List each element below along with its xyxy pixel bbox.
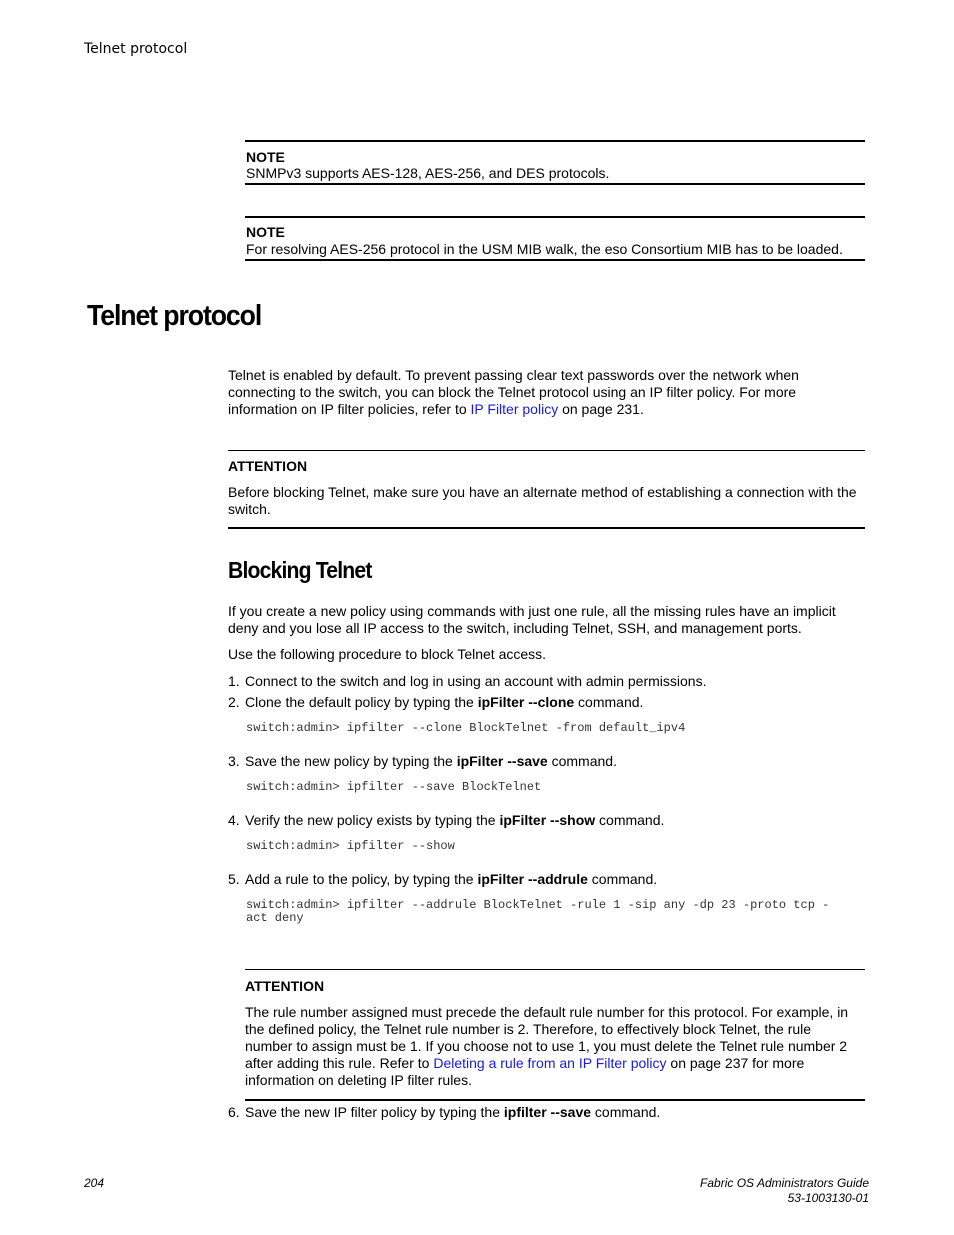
intro-line: Telnet is enabled by default. To prevent passing clear text passwords over the network when [228, 367, 799, 383]
step-text: Clone the default policy by typing the [245, 694, 478, 710]
footer-book-info [700, 1176, 869, 1206]
step-text: Save the new policy by typing the [245, 753, 457, 769]
command-name: ipfilter --save [503, 1104, 592, 1120]
attention-line: the defined policy, the Telnet rule number is 2. Therefore, to effectively block Telnet, the rule [245, 1021, 812, 1037]
book-title: Fabric OS Administrators Guide [700, 1176, 869, 1190]
intro-text: on page 231. [558, 401, 644, 417]
attention-text [228, 484, 857, 518]
note-text: For resolving AES-256 protocol in the USM MIB walk, the eso Consortium MIB has to be loaded. [246, 241, 843, 257]
step-3 [228, 753, 617, 770]
procedure-intro: Use the following procedure to block Telnet access. [228, 646, 547, 662]
step-1 [228, 673, 706, 690]
step-number: 6. [228, 1104, 240, 1120]
running-header: Telnet protocol [84, 41, 188, 57]
step-text: command. [574, 694, 644, 710]
step-text: command. [595, 812, 665, 828]
command-name: ipFilter --clone [477, 694, 575, 710]
attention-top-rule [245, 969, 865, 970]
step-number: 2. [228, 694, 240, 710]
command-name: ipFilter --show [499, 812, 596, 828]
step-text: Add a rule to the policy, by typing the [245, 871, 478, 887]
attention-text-part: after adding this rule. Refer to [245, 1055, 434, 1071]
step-text: Save the new IP filter policy by typing the [245, 1104, 504, 1120]
attention-line: The rule number assigned must precede the default rule number for this protocol. For example, in [245, 1004, 849, 1020]
step-6 [228, 1104, 660, 1121]
intro-line: connecting to the switch, you can block the Telnet protocol using an IP filter policy. For more [228, 384, 797, 400]
section-title: Telnet protocol [87, 300, 262, 332]
attention-line: information on deleting IP filter rules. [245, 1072, 472, 1088]
paragraph-line: deny and you lose all IP access to the switch, including Telnet, SSH, and management ports. [228, 620, 802, 636]
attention-line [245, 1055, 848, 1072]
code-example: switch:admin> ipfilter --addrule BlockTelnet -rule 1 -sip any -dp 23 -proto tcp - act deny [246, 898, 830, 925]
step-text: Verify the new policy exists by typing the [245, 812, 500, 828]
note-bottom-rule [245, 183, 865, 185]
attention-bottom-rule [245, 1099, 865, 1101]
note-label: NOTE [246, 149, 285, 165]
step-2 [228, 694, 643, 711]
step-5 [228, 871, 657, 888]
code-example: switch:admin> ipfilter --clone BlockTelnet -from default_ipv4 [246, 721, 686, 735]
blocking-paragraph [228, 603, 836, 637]
page-number: 204 [84, 1176, 105, 1190]
attention-text [245, 1004, 848, 1089]
step-text: command. [547, 753, 617, 769]
intro-paragraph [228, 367, 799, 418]
note-top-rule [245, 216, 865, 218]
step-number: 5. [228, 871, 240, 887]
attention-line: number to assign must be 1. If you choose not to use 1, you must delete the Telnet rule number 2 [245, 1038, 848, 1054]
attention-text-part: on page 237 for more [666, 1055, 805, 1071]
intro-line [228, 401, 799, 418]
intro-text: information on IP filter policies, refer to [228, 401, 471, 417]
step-text: command. [587, 871, 658, 887]
command-name: ipFilter --save [456, 753, 548, 769]
attention-line: switch. [228, 501, 271, 517]
subsection-title: Blocking Telnet [228, 557, 372, 583]
ip-filter-policy-link[interactable]: IP Filter policy [470, 401, 559, 417]
step-4 [228, 812, 664, 829]
step-number: 1. [228, 673, 240, 689]
doc-number: 53-1003130-01 [787, 1191, 869, 1205]
code-example: switch:admin> ipfilter --show [246, 839, 455, 853]
note-label: NOTE [246, 224, 285, 240]
attention-top-rule [228, 450, 865, 451]
paragraph-line: If you create a new policy using commands with just one rule, all the missing rules have an implicit [228, 603, 836, 619]
note-bottom-rule [245, 259, 865, 261]
note-top-rule [245, 140, 865, 142]
command-name: ipFilter --addrule [477, 871, 588, 887]
code-example: switch:admin> ipfilter --save BlockTelnet [246, 780, 542, 794]
attention-bottom-rule [228, 527, 865, 529]
attention-label: ATTENTION [245, 978, 325, 994]
step-number: 4. [228, 812, 240, 828]
step-number: 3. [228, 753, 240, 769]
attention-line: Before blocking Telnet, make sure you have an alternate method of establishing a connection with the [228, 484, 857, 500]
attention-label: ATTENTION [228, 458, 308, 474]
deleting-rule-link[interactable]: Deleting a rule from an IP Filter policy [433, 1055, 667, 1071]
step-text: Connect to the switch and log in using an account with admin permissions. [245, 673, 707, 689]
step-text: command. [591, 1104, 661, 1120]
note-text: SNMPv3 supports AES-128, AES-256, and DES protocols. [246, 165, 610, 181]
